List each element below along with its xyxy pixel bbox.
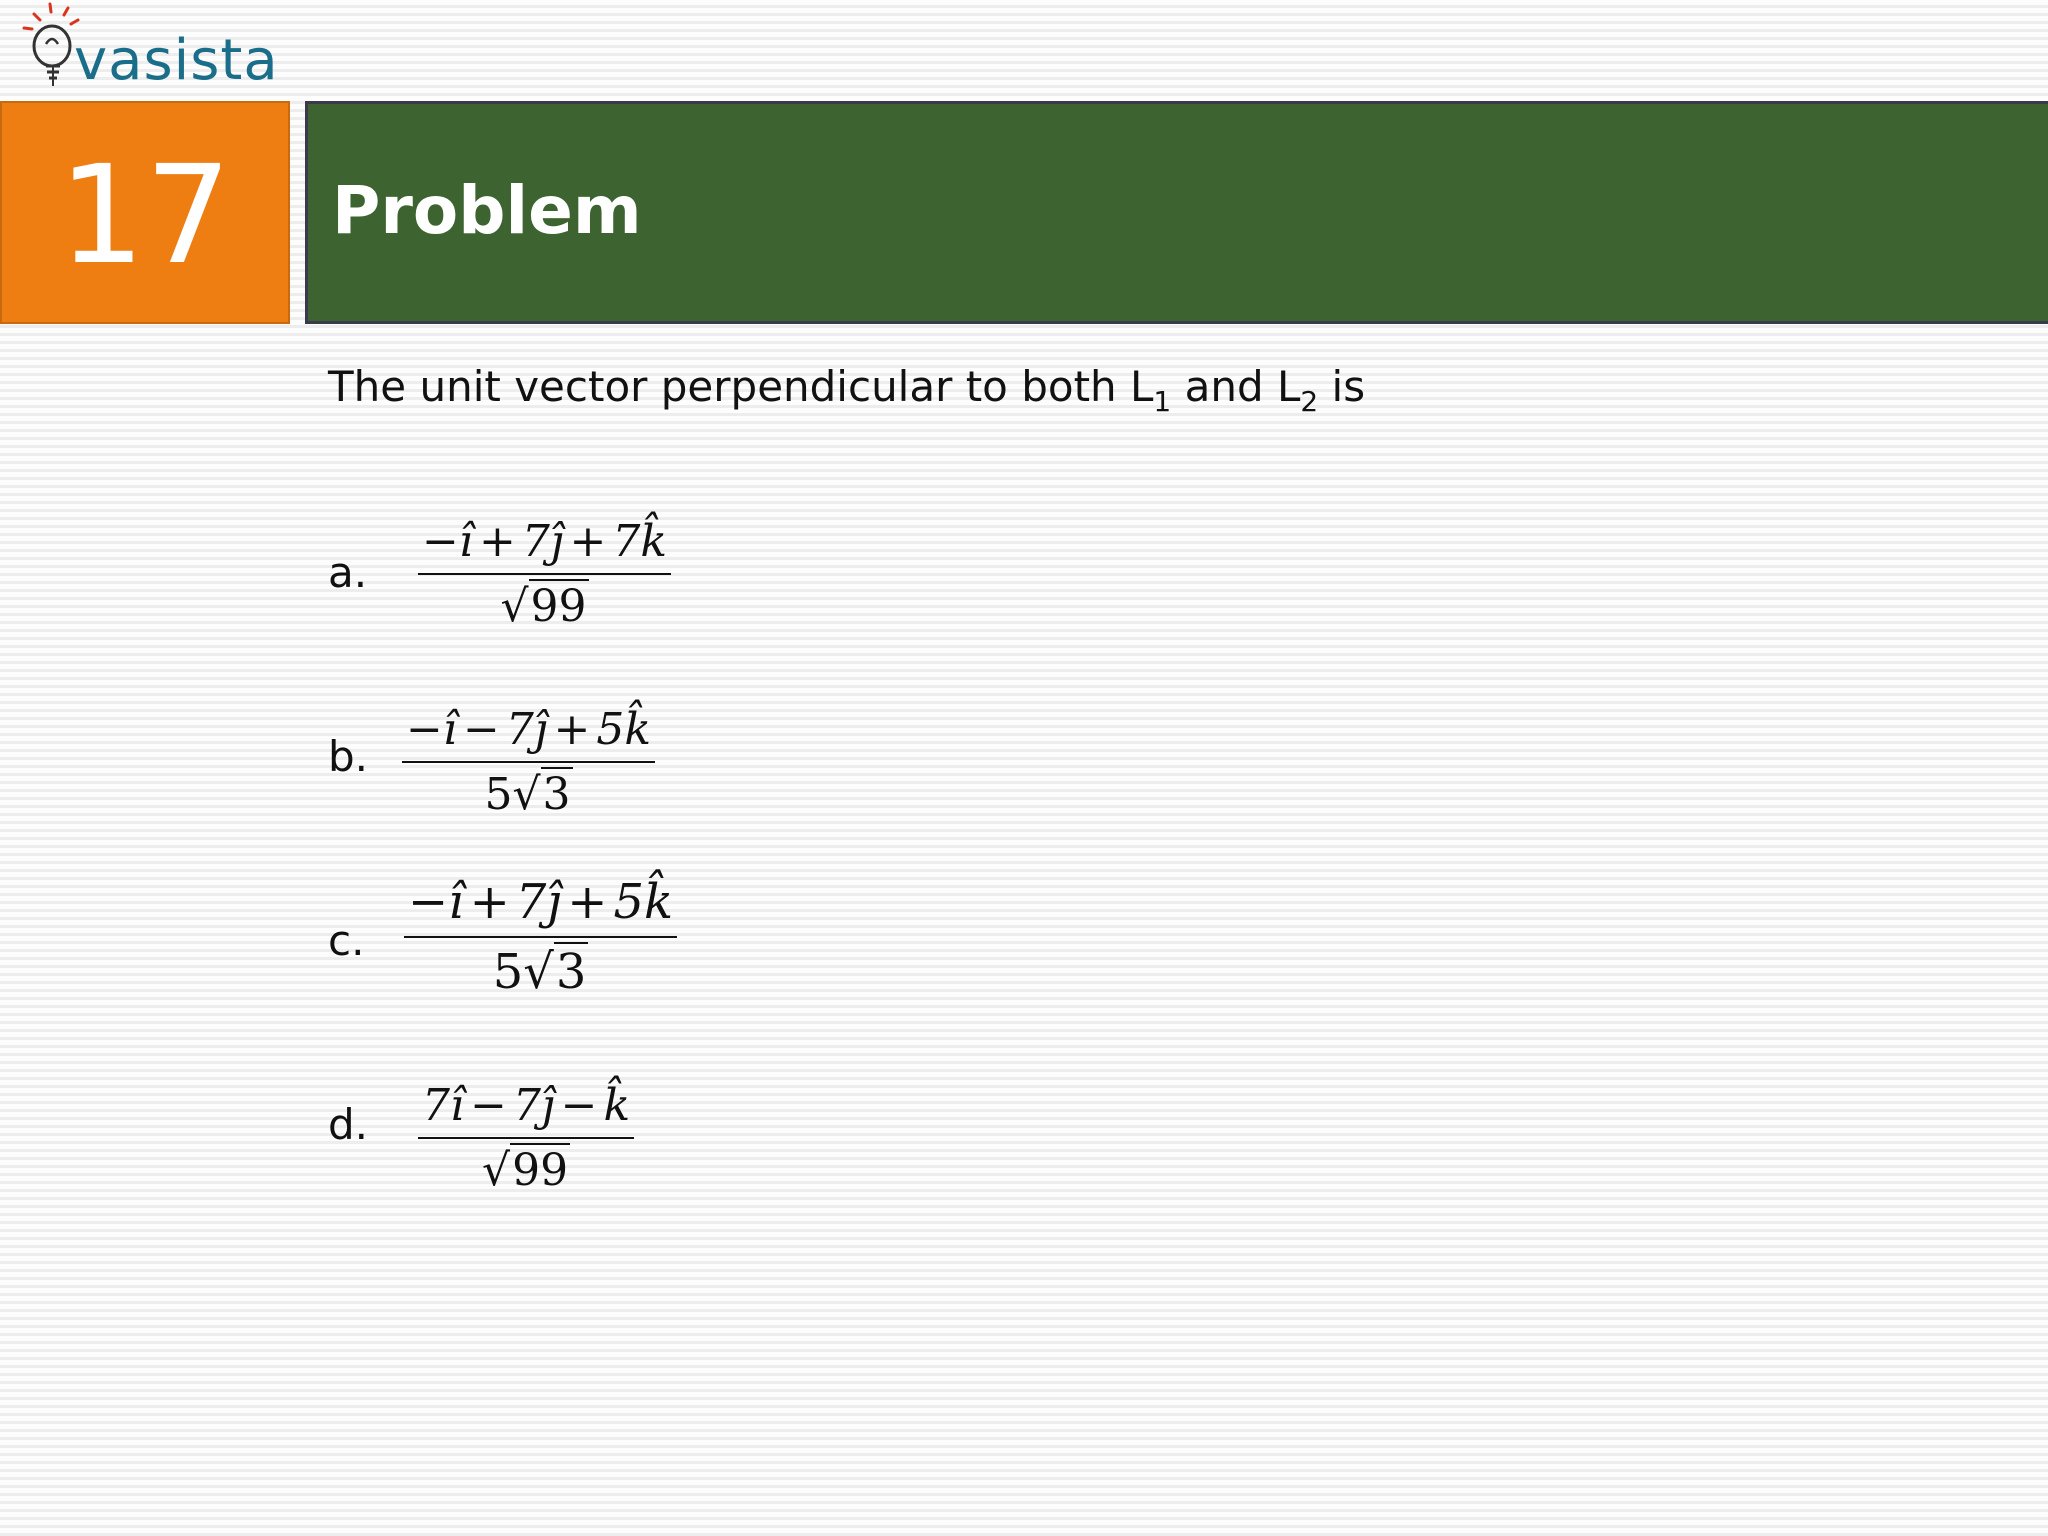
- term: −î: [408, 874, 464, 930]
- coefficient: 5: [484, 769, 513, 820]
- logo-text: vasista: [74, 28, 279, 93]
- denominator: [493, 938, 589, 1000]
- term: 7ĵ: [521, 516, 564, 567]
- denominator: [482, 1139, 570, 1196]
- operator: +: [469, 874, 510, 930]
- term: 7ĵ: [512, 1080, 555, 1131]
- denominator: [484, 763, 572, 820]
- radicand: 99: [512, 1145, 569, 1196]
- question-text: [328, 362, 1365, 418]
- option-d-fraction: [418, 1080, 634, 1196]
- term: 5k̂: [596, 704, 651, 755]
- question-part: The unit vector perpendicular to both L: [328, 362, 1154, 411]
- term: 7k̂: [612, 516, 667, 567]
- radical-sign: √: [523, 944, 554, 1000]
- numerator: [404, 874, 677, 936]
- title-bar: [305, 101, 2048, 324]
- numerator: [402, 704, 655, 761]
- term: 7ĵ: [515, 874, 562, 930]
- option-b-label: b.: [328, 732, 369, 781]
- operator: −: [462, 704, 500, 755]
- subscript: 1: [1153, 385, 1172, 418]
- option-c-fraction: [404, 874, 677, 1000]
- slide-number-box: [0, 101, 290, 324]
- coefficient: 5: [492, 944, 524, 1000]
- radicand: 3: [555, 944, 587, 1000]
- subscript: 2: [1300, 385, 1319, 418]
- option-b-fraction: [402, 704, 655, 820]
- question-part: and L: [1171, 362, 1301, 411]
- operator: −: [560, 1080, 598, 1131]
- radicand: 99: [530, 581, 587, 632]
- option-a-label: a.: [328, 548, 368, 597]
- numerator: [418, 1080, 634, 1137]
- term: −î: [422, 516, 473, 567]
- radical-sign: √: [512, 769, 541, 820]
- question-part: is: [1318, 362, 1366, 411]
- slide-title: Problem: [332, 172, 642, 249]
- term: 5k̂: [613, 874, 674, 930]
- vasista-logo: [20, 0, 280, 100]
- radical-sign: √: [500, 581, 529, 632]
- term: 7î: [422, 1080, 465, 1131]
- option-c-label: c.: [328, 916, 365, 965]
- term: −î: [406, 704, 457, 755]
- operator: −: [470, 1080, 507, 1131]
- operator: +: [553, 704, 591, 755]
- operator: +: [569, 516, 607, 567]
- option-a-fraction: [418, 516, 671, 632]
- slide-number: 17: [58, 136, 232, 295]
- denominator: [500, 575, 588, 632]
- term: 7ĵ: [505, 704, 548, 755]
- option-d-label: d.: [328, 1100, 369, 1149]
- term: k̂: [603, 1080, 631, 1131]
- operator: +: [478, 516, 516, 567]
- radicand: 3: [542, 769, 571, 820]
- radical-sign: √: [482, 1145, 511, 1196]
- operator: +: [567, 874, 608, 930]
- numerator: [418, 516, 671, 573]
